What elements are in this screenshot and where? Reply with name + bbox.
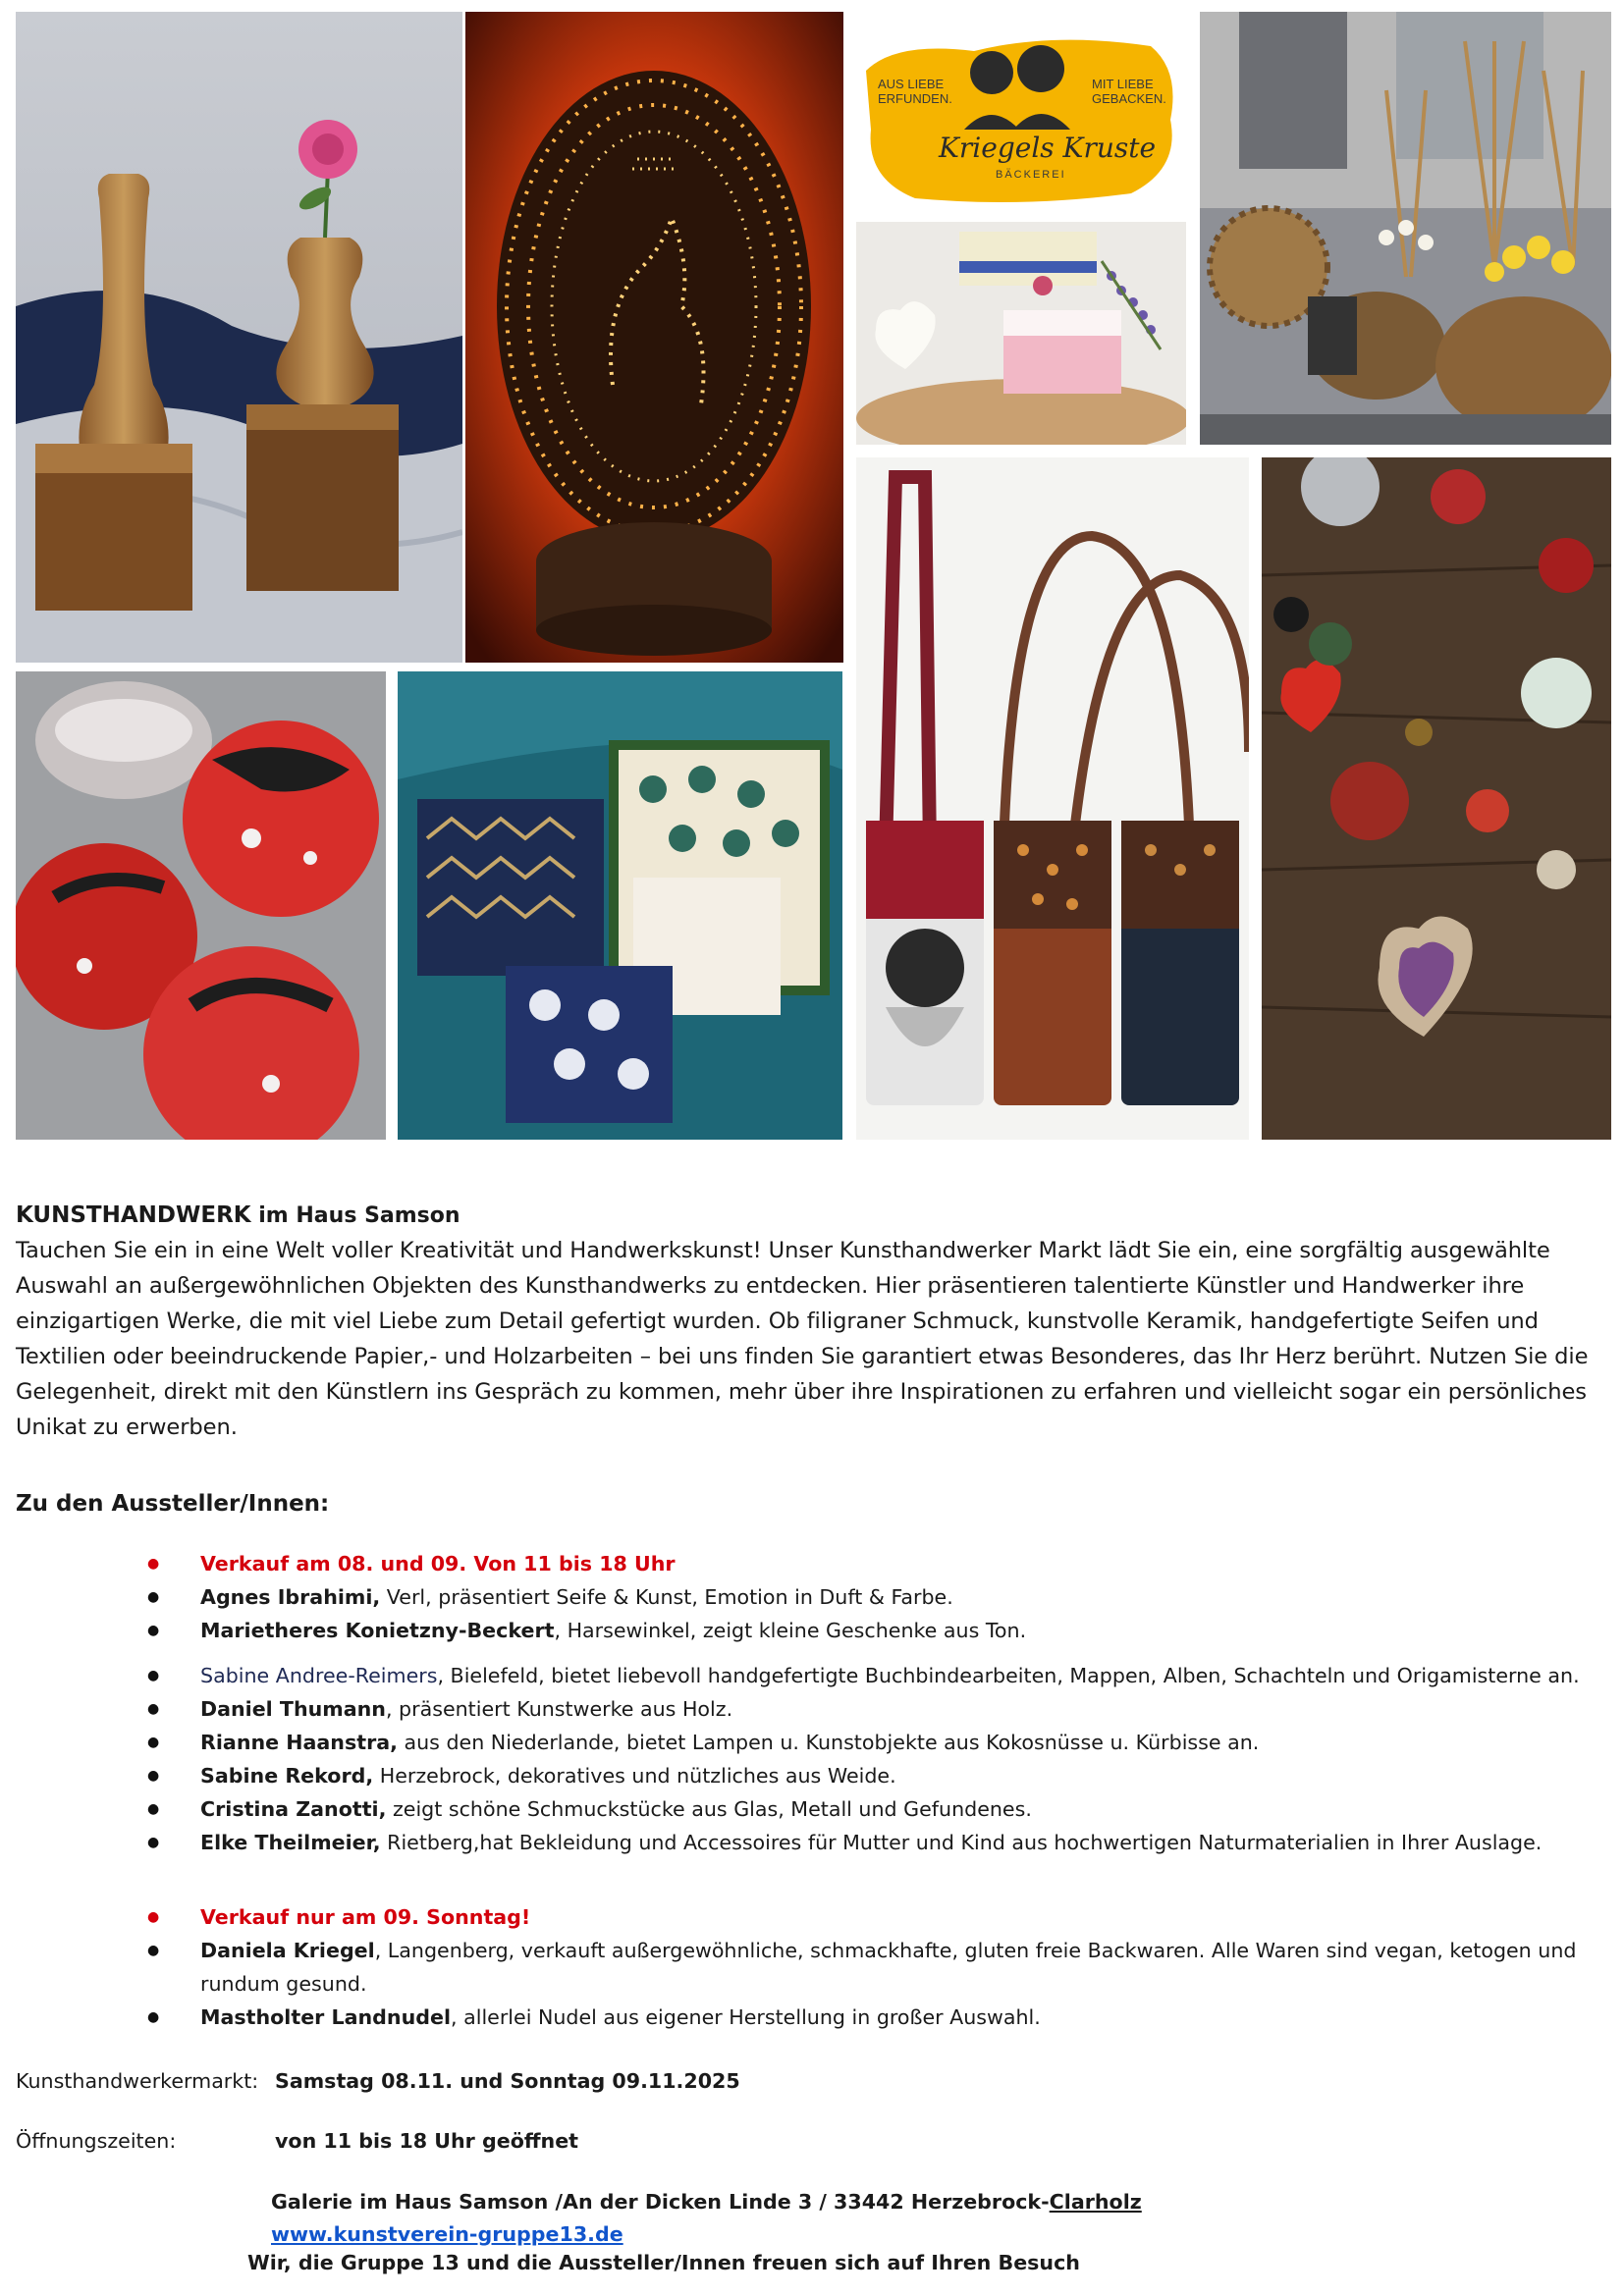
exhibitor-text: , Harsewinkel, zeigt kleine Geschenke aus Ton. — [554, 1619, 1027, 1642]
photo-ceramic-pomegranates — [16, 671, 386, 1140]
intro-paragraph: Tauchen Sie ein in eine Welt voller Kreativität und Handwerkskunst! Unser Kunsthandwerker Markt lädt Sie ein, eine sorgfältig ausgewählte Auswahl an außergewöhnlichen Objekten des Kunsthandwerks zu entdecken. Hier präsentieren talentierte Künstler und Handwerker ihre einzigartigen Werke, die mit viel Liebe zum Detail gefertigt wurden. Ob filigraner Schmuck, kunstvolle Keramik, handgefertigte Seifen und Textilien oder beeindruckende Papier,- und Holzarbeiten – bei uns finden Sie garantiert etwas Besonderes, das Ihr Herz berührt. Nutzen Sie die Gelegenheit, direkt mit den Künstlern ins Gespräch zu kommen, mehr über ihre Inspirationen zu erfahren und vielleicht sogar ein persönliches Unikat zu erwerben. — [16, 1238, 1589, 1440]
logo-left-slogan — [878, 77, 952, 106]
address-city: Clarholz — [1049, 2190, 1142, 2214]
photo-shoulder-bags — [856, 457, 1249, 1140]
photo-bookbinding — [398, 671, 842, 1140]
exhibitor-name: Marietheres Konietzny-Beckert — [200, 1619, 555, 1642]
logo-text: ERFUNDEN. — [878, 91, 952, 106]
exhibitor-text: aus den Niederlande, bietet Lampen u. Kunstobjekte aus Kokosnüsse u. Kürbisse an. — [397, 1731, 1260, 1754]
list-item — [147, 1580, 1600, 1614]
exhibitor-name: Elke Theilmeier, — [200, 1831, 381, 1854]
list-item — [147, 1726, 1600, 1759]
logo-sub: BÄCKEREI — [996, 169, 1066, 181]
exhibitor-name: Daniela Kriegel — [200, 1939, 375, 1962]
exhibitor-name: Sabine Rekord, — [200, 1764, 374, 1788]
sale-notice: Verkauf am 08. und 09. Von 11 bis 18 Uhr — [200, 1552, 676, 1575]
title-main: KUNSTHANDWERK — [16, 1202, 251, 1228]
exhibitor-text: , Langenberg, verkauft außergewöhnliche, schmackhafte, gluten freie Backwaren. Alle Waren sind vegan, ketogen und rundum gesund. — [200, 1939, 1577, 1996]
exhibitor-list-more — [147, 1659, 1600, 1859]
closing-line: Wir, die Gruppe 13 und die Aussteller/Innen freuen sich auf Ihren Besuch — [247, 2251, 1080, 2274]
bakery-logo — [856, 12, 1186, 220]
exhibitor-text: , Bielefeld, bietet liebevoll handgefertigte Buchbindearbeiten, Mappen, Alben, Schachteln und Origamisterne an. — [437, 1664, 1580, 1687]
photo-glass-necklace — [1262, 457, 1611, 1140]
exhibitors-heading: Zu den Aussteller/Innen: — [16, 1491, 330, 1517]
logo-text: GEBACKEN. — [1092, 91, 1166, 106]
exhibitor-name: Mastholter Landnudel — [200, 2005, 452, 2029]
address-text: Galerie im Haus Samson /An der Dicken Linde 3 / 33442 Herzebrock- — [271, 2190, 1050, 2214]
list-item — [147, 2001, 1600, 2034]
list-item — [147, 1934, 1600, 2001]
exhibitor-text: , allerlei Nudel aus eigener Herstellung in großer Auswahl. — [451, 2005, 1041, 2029]
hours-label: Öffnungszeiten: — [16, 2129, 177, 2153]
list-item — [147, 1759, 1600, 1792]
logo-text: AUS LIEBE — [878, 77, 945, 91]
title-sub: im Haus Samson — [250, 1203, 460, 1228]
photo-soaps — [856, 222, 1186, 445]
market-dates: Samstag 08.11. und Sonntag 09.11.2025 — [275, 2069, 740, 2093]
exhibitor-text: Verl, präsentiert Seife & Kunst, Emotion in Duft & Farbe. — [380, 1585, 953, 1609]
exhibitor-name: Rianne Haanstra, — [200, 1731, 398, 1754]
logo-right-slogan — [1092, 77, 1166, 106]
logo-text: MIT LIEBE — [1092, 77, 1154, 91]
list-item — [147, 1900, 1600, 1934]
list-item — [147, 1659, 1600, 1692]
opening-hours: von 11 bis 18 Uhr geöffnet — [275, 2129, 579, 2153]
exhibitor-list-sunday — [147, 1900, 1600, 2034]
exhibitor-name: Daniel Thumann — [200, 1697, 386, 1721]
exhibitor-text: zeigt schöne Schmuckstücke aus Glas, Metall und Gefundenes. — [386, 1797, 1032, 1821]
list-item — [147, 1692, 1600, 1726]
market-label: Kunsthandwerkermarkt: — [16, 2069, 259, 2093]
list-item — [147, 1826, 1600, 1859]
exhibitor-text: , präsentiert Kunstwerke aus Holz. — [385, 1697, 733, 1721]
list-item — [147, 1547, 1600, 1580]
exhibitor-name: Agnes Ibrahimi, — [200, 1585, 381, 1609]
photo-coconut-lamp — [465, 12, 843, 663]
photo-willow-baskets — [1200, 12, 1611, 445]
exhibitor-list-both-days — [147, 1547, 1600, 1647]
list-item — [147, 1792, 1600, 1826]
photo-wooden-vases — [16, 12, 462, 663]
address — [271, 2187, 1142, 2216]
exhibitor-name: Cristina Zanotti, — [200, 1797, 387, 1821]
sale-notice: Verkauf nur am 09. Sonntag! — [200, 1905, 531, 1929]
exhibitor-name: Sabine Andree-Reimers — [200, 1664, 438, 1687]
list-item — [147, 1614, 1600, 1647]
exhibitor-text: Rietberg,hat Bekleidung und Accessoires für Mutter und Kind aus hochwertigen Naturmaterialien in Ihrer Auslage. — [380, 1831, 1543, 1854]
page-title — [16, 1198, 1608, 1234]
logo-brand: Kriegels Kruste — [939, 132, 1157, 164]
website-link[interactable]: www.kunstverein-gruppe13.de — [271, 2222, 623, 2246]
exhibitor-text: Herzebrock, dekoratives und nützliches aus Weide. — [373, 1764, 896, 1788]
